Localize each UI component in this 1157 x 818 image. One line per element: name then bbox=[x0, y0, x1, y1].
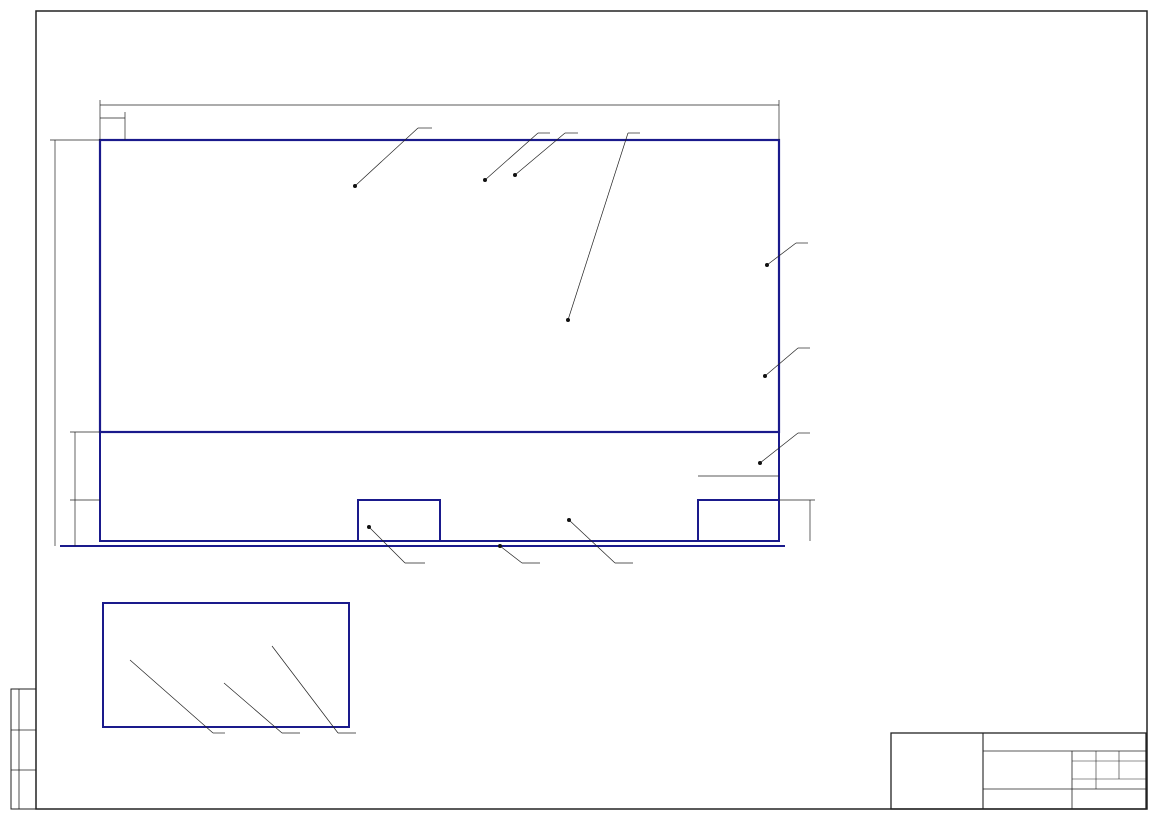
landing-area bbox=[358, 500, 440, 541]
cutting-area-boundary bbox=[100, 140, 779, 432]
landing-area-right bbox=[698, 500, 779, 541]
sheet-frame bbox=[36, 11, 1147, 809]
dimension-lines bbox=[50, 100, 815, 546]
title-block bbox=[891, 733, 1146, 809]
cutting-area-plan bbox=[60, 140, 785, 546]
side-stamp bbox=[11, 689, 36, 809]
callout-leaders bbox=[355, 128, 810, 563]
bucking-area-frame bbox=[103, 603, 349, 727]
